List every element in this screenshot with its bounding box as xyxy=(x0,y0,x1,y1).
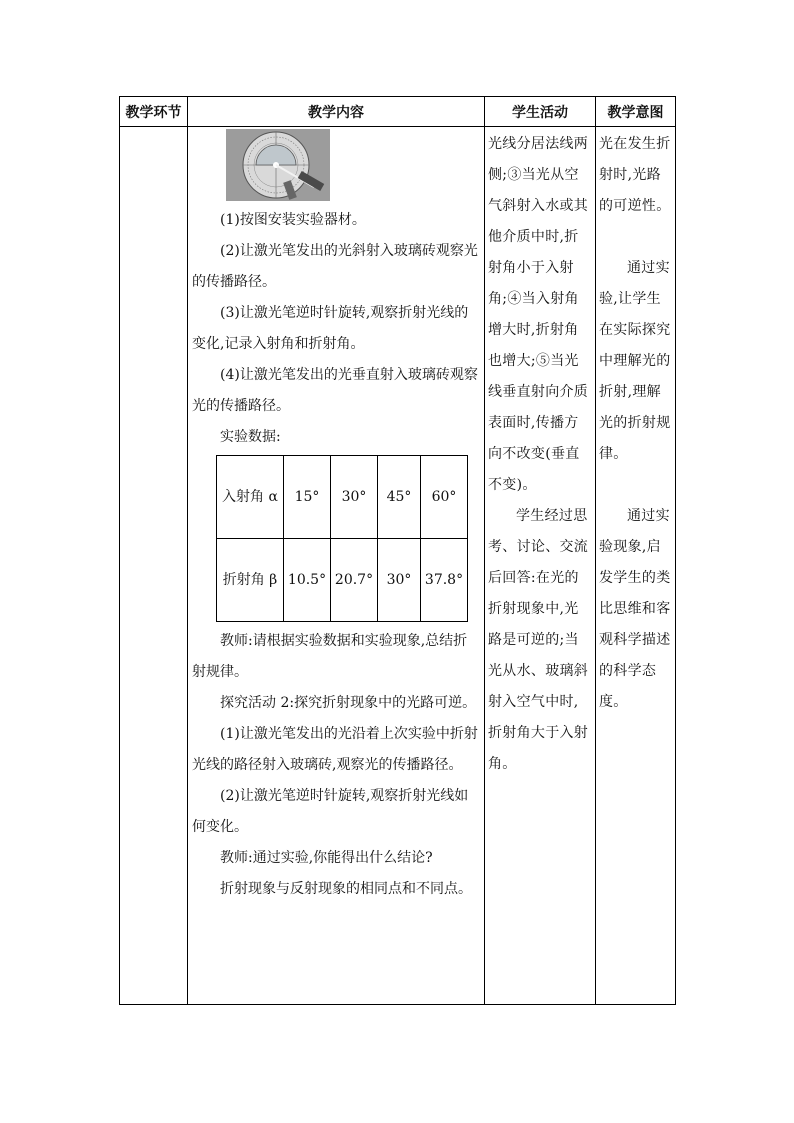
data-label: 实验数据: xyxy=(220,429,281,445)
step2-2: (2)让激光笔逆时针旋转,观察折射光线如何变化。 xyxy=(192,788,469,835)
activity-2-title: 探究活动 2:探究折射现象中的光路可逆。 xyxy=(220,695,477,711)
header-teaching-intent: 教学意图 xyxy=(596,97,676,127)
step-2: (2)让激光笔发出的光斜射入玻璃砖观察光的传播路径。 xyxy=(192,243,478,290)
step-3: (3)让激光笔逆时针旋转,观察折射光线的变化,记录入射角和折射角。 xyxy=(192,305,469,352)
data-cell: 37.8° xyxy=(421,539,468,622)
comparison-question: 折射现象与反射现象的相同点和不同点。 xyxy=(220,881,472,897)
header-student-activity: 学生活动 xyxy=(485,97,596,127)
data-cell: 45° xyxy=(378,456,421,539)
header-row xyxy=(120,97,676,127)
student-para-2: 学生经过思考、讨论、交流后回答:在光的折射现象中,光路是可逆的;当光从水、玻璃斜射入空气中时,折射角大于入射角。 xyxy=(488,508,589,772)
student-activity-cell xyxy=(485,127,596,1005)
lesson-plan-table xyxy=(119,96,676,1005)
experiment-photo xyxy=(226,129,330,201)
data-cell: 60° xyxy=(421,456,468,539)
data-cell: 30° xyxy=(378,539,421,622)
teacher-prompt-2: 教师:通过实验,你能得出什么结论? xyxy=(220,850,433,866)
intent-para-3: 通过实验现象,启发学生的类比思维和客观科学描述的科学态度。 xyxy=(599,508,671,710)
data-row-refraction xyxy=(217,539,468,622)
data-cell: 20.7° xyxy=(331,539,378,622)
step-4: (4)让激光笔发出的光垂直射入玻璃砖观察光的传播路径。 xyxy=(192,367,478,414)
data-cell: 15° xyxy=(284,456,331,539)
data-cell: 入射角 α xyxy=(217,456,284,539)
data-row-incident xyxy=(217,456,468,539)
data-cell: 折射角 β xyxy=(217,539,284,622)
student-para-1: 光线分居法线两侧;③当光从空气斜射入水或其他介质中时,折射角小于入射角;④当入射角增大时,折射角也增大;⑤当光线垂直射向介质表面时,传播方向不改变(垂直不变)。 xyxy=(488,136,589,493)
header-teaching-content: 教学内容 xyxy=(188,97,485,127)
header-teaching-stage: 教学环节 xyxy=(120,97,188,127)
teaching-content-cell xyxy=(188,127,485,1005)
data-cell: 10.5° xyxy=(284,539,331,622)
experiment-data-table xyxy=(216,455,468,622)
data-cell: 30° xyxy=(331,456,378,539)
teaching-intent-cell xyxy=(596,127,676,1005)
teaching-stage-cell xyxy=(120,127,188,1005)
body-row xyxy=(120,127,676,1005)
step-1: (1)按图安装实验器材。 xyxy=(220,212,366,228)
step2-1: (1)让激光笔发出的光沿着上次实验中折射光线的路径射入玻璃砖,观察光的传播路径。 xyxy=(192,726,478,773)
intent-para-2: 通过实验,让学生在实际探究中理解光的折射,理解光的折射规律。 xyxy=(599,260,671,462)
teacher-prompt-1: 教师:请根据实验数据和实验现象,总结折射规律。 xyxy=(192,633,468,680)
intent-para-1: 光在发生折射时,光路的可逆性。 xyxy=(599,136,671,214)
